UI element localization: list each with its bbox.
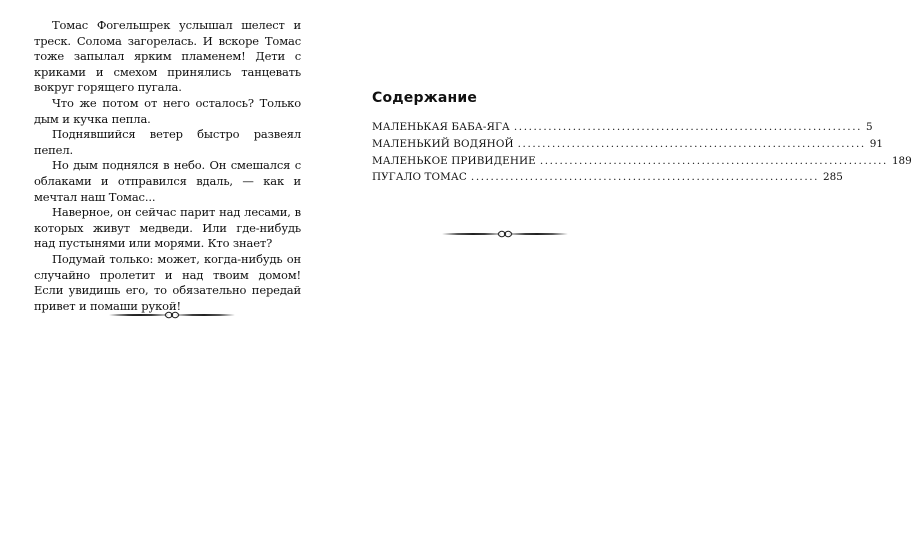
paragraph: Поднявшийся ветер быстро развеял пепел. xyxy=(34,127,301,157)
toc-entry-title: ПУГАЛО ТОМАС xyxy=(372,171,467,184)
toc-leader-dots: ....................................................................... xyxy=(517,137,866,150)
toc-entry-page: 189 xyxy=(891,154,912,167)
paragraph: Томас Фогельшрек услышал шелест и треск. Солома загорелась. И вскоре Томас тоже запылал ярким пламенем! Дети с криками и смехом принялись танцевать вокруг горящего пугала. xyxy=(34,18,301,95)
toc-leader-dots: ....................................................................... xyxy=(513,121,863,133)
paragraph: Что же потом от него осталось? Только дым и кучка пепла. xyxy=(34,95,301,126)
flourish-divider-icon xyxy=(107,310,237,320)
toc-leader-dots: ....................................................................... xyxy=(539,154,888,167)
toc-entry xyxy=(372,153,912,170)
paragraph: Наверное, он сейчас парит над лесами, в которых живут медведи. Или где-нибудь над пустынями или морями. Кто знает? xyxy=(34,205,301,251)
paragraph: Но дым поднялся в небо. Он смешался с облаками и отправился вдаль, — как и мечтал наш Томас... xyxy=(34,158,301,204)
table-of-contents xyxy=(372,90,912,186)
toc-entry-page: 285 xyxy=(823,171,843,184)
left-page xyxy=(34,18,301,314)
toc-entry xyxy=(372,136,883,153)
toc-entry-page: 5 xyxy=(866,121,873,133)
toc-entry xyxy=(372,169,843,186)
toc-entry-title: МАЛЕНЬКАЯ БАБА-ЯГА xyxy=(372,121,510,133)
toc-leader-dots: ....................................................................... xyxy=(470,171,820,184)
paragraph: Подумай только: может, когда-нибудь он случайно пролетит и над твоим домом! Если увидишь его, то обязательно передай привет и помаши рукой! xyxy=(34,251,301,313)
toc-entry-title: МАЛЕНЬКИЙ ВОДЯНОЙ xyxy=(372,137,514,150)
toc-entry-title: МАЛЕНЬКОЕ ПРИВИДЕНИЕ xyxy=(372,154,536,167)
toc-entry-page: 91 xyxy=(869,137,883,150)
toc-entry xyxy=(372,119,873,136)
flourish-divider-icon xyxy=(440,229,570,239)
contents-heading: Содержание xyxy=(372,90,478,106)
